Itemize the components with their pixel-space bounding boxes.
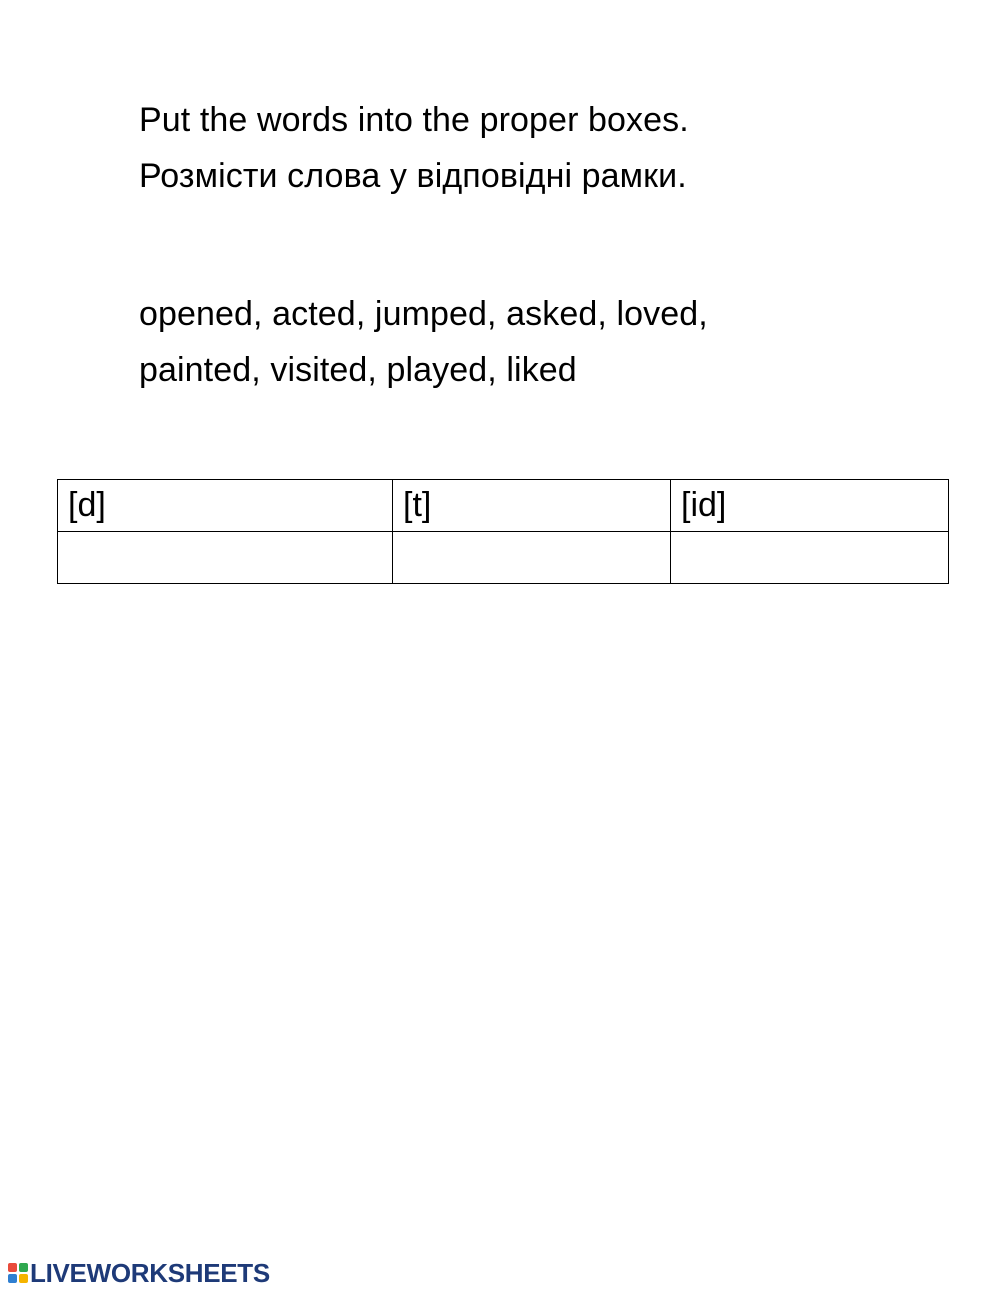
logo-square-icon [19, 1274, 28, 1283]
logo-square-icon [8, 1263, 17, 1272]
logo-square-icon [19, 1263, 28, 1272]
header-t: [t] [393, 480, 671, 532]
drop-box-id[interactable] [671, 532, 949, 584]
logo-text: LIVEWORKSHEETS [30, 1257, 270, 1288]
logo-square-icon [8, 1274, 17, 1283]
header-d: [d] [58, 480, 393, 532]
word-bank [139, 286, 708, 398]
instruction-english: Put the words into the proper boxes. [139, 101, 689, 139]
word-bank-line-2: painted, visited, played, liked [139, 351, 577, 389]
sorting-table [57, 479, 949, 584]
header-id: [id] [671, 480, 949, 532]
drop-box-d[interactable] [58, 532, 393, 584]
instruction-ukrainian: Розмісти слова у відповідні рамки. [139, 157, 687, 195]
table-header-row [58, 480, 949, 532]
table-row [58, 532, 949, 584]
logo-mark-icon [8, 1263, 28, 1283]
liveworksheets-logo [8, 1258, 270, 1288]
drop-box-t[interactable] [393, 532, 671, 584]
instructions [139, 92, 689, 204]
word-bank-line-1: opened, acted, jumped, asked, loved, [139, 295, 708, 333]
